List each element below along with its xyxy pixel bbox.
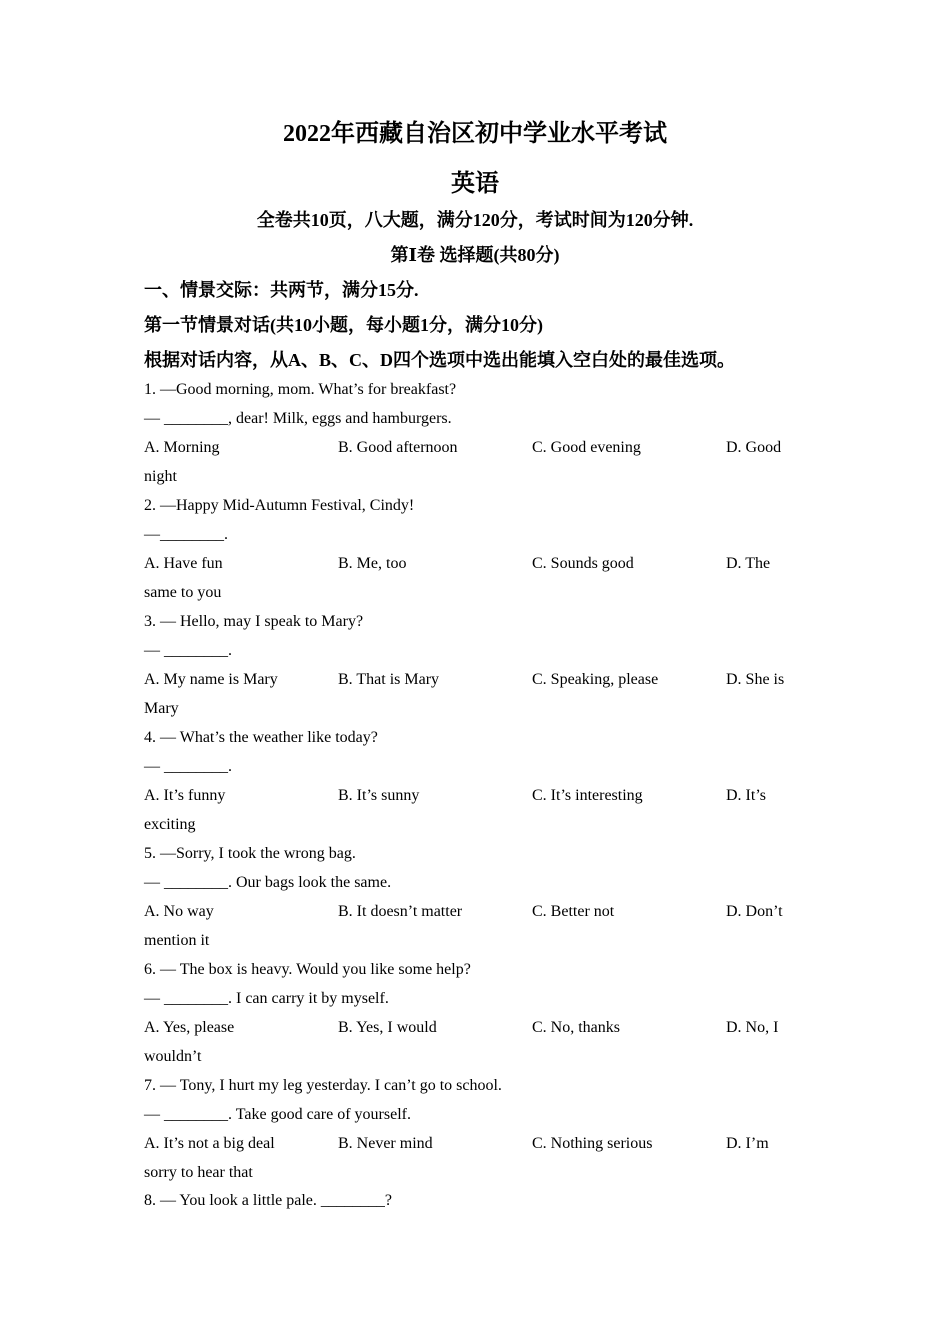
question-response: — ________, dear! Milk, eggs and hamburgers. (144, 410, 452, 427)
option-d: D. The (726, 555, 771, 572)
question-prompt: 4. — What’s the weather like today? (144, 729, 378, 746)
option-b: B. Never mind (338, 1135, 433, 1152)
option-c: C. No, thanks (532, 1019, 620, 1036)
option-a: A. It’s funny (144, 787, 226, 804)
question-8-prompt: 8. — You look a little pale. ________? (144, 1192, 392, 1209)
question-response: —________. (144, 526, 228, 543)
question-prompt: 7. — Tony, I hurt my leg yesterday. I can’t go to school. (144, 1077, 502, 1094)
option-b: B. That is Mary (338, 671, 440, 688)
question-response: — ________. I can carry it by myself. (144, 990, 389, 1007)
option-a: A. My name is Mary (144, 671, 278, 688)
option-d: D. She is (726, 671, 785, 688)
option-d: D. No, I (726, 1019, 779, 1036)
exam-info: 全卷共10页，八大题，满分120分，考试时间为120分钟. (256, 210, 694, 230)
option-d-continuation: mention it (144, 932, 210, 949)
part-heading: 一、情景交际：共两节，满分15分. (144, 280, 419, 300)
option-b: B. It doesn’t matter (338, 903, 463, 920)
option-d: D. Good (726, 439, 782, 456)
option-d-continuation: Mary (144, 700, 179, 717)
question-prompt: 2. —Happy Mid-Autumn Festival, Cindy! (144, 497, 415, 514)
option-b: B. Good afternoon (338, 439, 458, 456)
option-a: A. Have fun (144, 555, 223, 572)
option-d: D. Don’t (726, 903, 783, 920)
option-c: C. It’s interesting (532, 787, 643, 804)
subpart-heading: 第一节情景对话(共10小题，每小题1分，满分10分) (144, 315, 543, 335)
question-prompt: 3. — Hello, may I speak to Mary? (144, 613, 364, 630)
option-a: A. Yes, please (144, 1019, 235, 1036)
question-response: — ________. Our bags look the same. (144, 874, 392, 891)
option-d: D. I’m (726, 1135, 769, 1152)
option-c: C. Better not (532, 903, 615, 920)
volume-heading: 第Ⅰ卷 选择题(共80分) (390, 245, 560, 265)
option-c: C. Speaking, please (532, 671, 659, 688)
question-prompt: 6. — The box is heavy. Would you like some help? (144, 961, 471, 978)
option-b: B. Me, too (338, 555, 407, 572)
option-d-continuation: exciting (144, 816, 196, 833)
question-prompt: 5. —Sorry, I took the wrong bag. (144, 845, 356, 862)
option-d-continuation: same to you (144, 584, 222, 601)
question-response: — ________. (144, 758, 232, 775)
question-response: — ________. Take good care of yourself. (144, 1106, 411, 1123)
option-c: C. Sounds good (532, 555, 634, 572)
question-prompt: 1. —Good morning, mom. What’s for breakfast? (144, 381, 457, 398)
option-d-continuation: sorry to hear that (144, 1164, 253, 1181)
option-c: C. Nothing serious (532, 1135, 653, 1152)
option-b: B. Yes, I would (338, 1019, 437, 1036)
option-d-continuation: wouldn’t (144, 1048, 202, 1065)
exam-title: 2022年西藏自治区初中学业水平考试 (283, 121, 667, 147)
question-response: — ________. (144, 642, 232, 659)
instruction-text: 根据对话内容，从A、B、C、D四个选项中选出能填入空白处的最佳选项。 (144, 350, 735, 370)
option-a: A. It’s not a big deal (144, 1135, 275, 1152)
option-a: A. Morning (144, 439, 220, 456)
option-a: A. No way (144, 903, 214, 920)
option-c: C. Good evening (532, 439, 641, 456)
option-d: D. It’s (726, 787, 766, 804)
option-b: B. It’s sunny (338, 787, 420, 804)
subject-title: 英语 (451, 171, 499, 197)
option-d-continuation: night (144, 468, 177, 485)
